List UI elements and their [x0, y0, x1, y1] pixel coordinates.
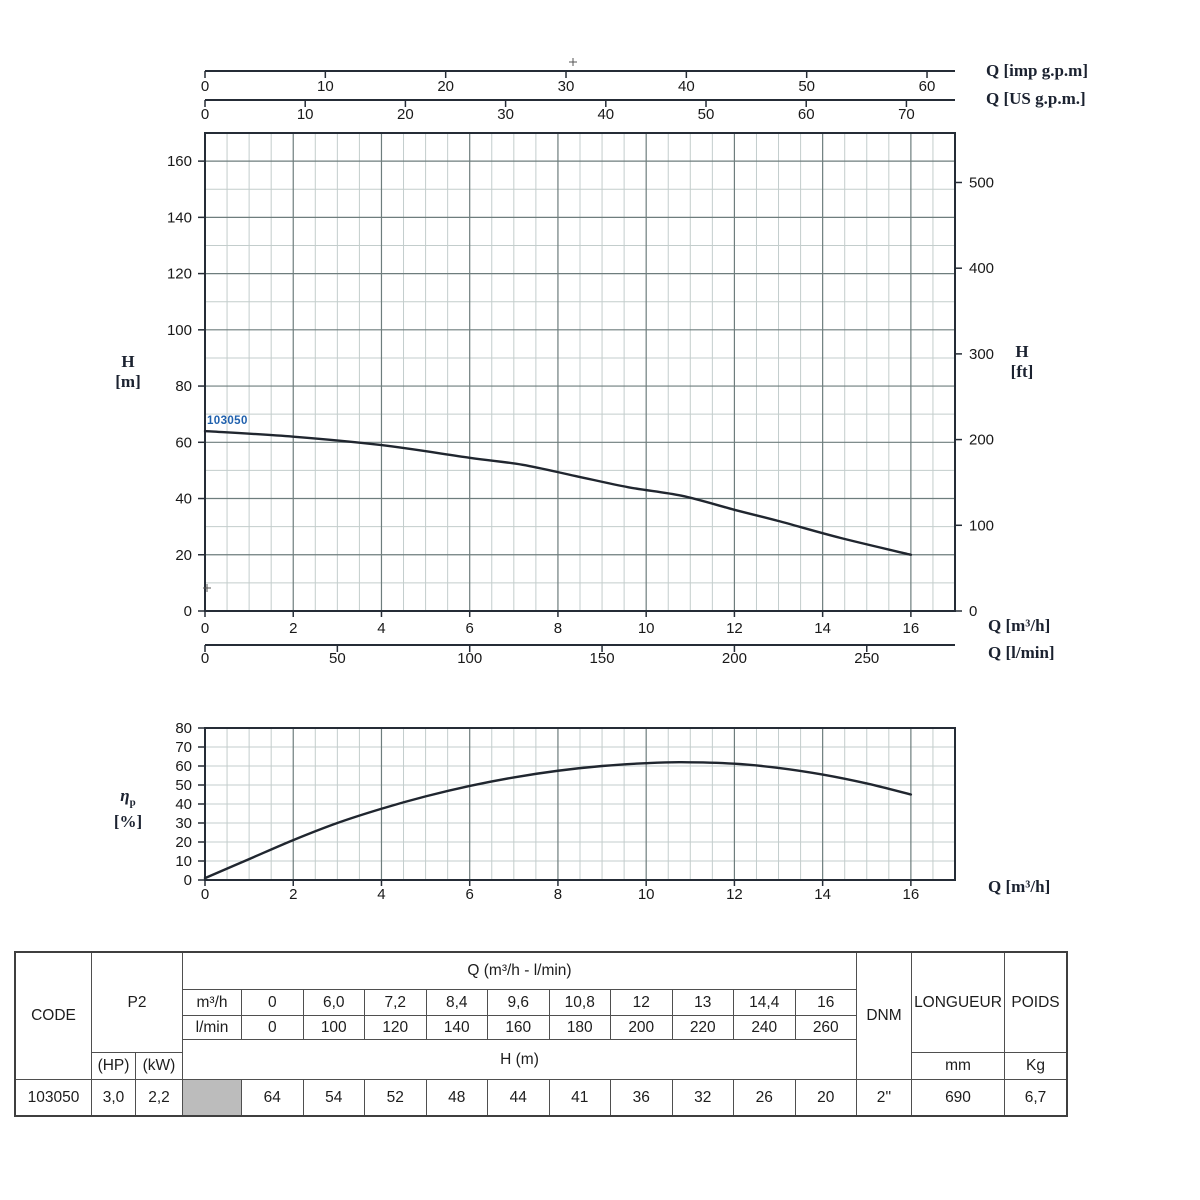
svg-text:50: 50	[329, 650, 346, 667]
table-header-hp: (HP)	[92, 1053, 136, 1080]
svg-text:60: 60	[797, 106, 815, 123]
table-value-cell: 240	[733, 1016, 795, 1039]
table-header-kg: Kg	[1005, 1053, 1066, 1080]
table-cell-code: 103050	[16, 1080, 92, 1115]
table-header-poids: POIDS	[1005, 953, 1066, 1053]
table-value-cell: 44	[487, 1080, 549, 1115]
svg-text:50: 50	[697, 106, 715, 123]
table-header-p2: P2	[92, 953, 183, 1053]
svg-text:10: 10	[175, 853, 192, 870]
table-value-cell: 10,8	[549, 990, 611, 1015]
svg-text:0: 0	[200, 886, 210, 903]
svg-text:60: 60	[918, 78, 936, 95]
table-value-cell: 260	[795, 1016, 857, 1039]
axis-label-flow-lmin: Q [l/min]	[988, 643, 1055, 662]
svg-text:12: 12	[726, 886, 743, 903]
svg-text:100: 100	[457, 650, 483, 667]
svg-text:2: 2	[289, 620, 298, 637]
svg-text:16: 16	[902, 620, 920, 637]
svg-text:20: 20	[397, 106, 414, 123]
svg-text:30: 30	[175, 815, 192, 832]
svg-text:200: 200	[721, 650, 747, 667]
table-value-cell: 100	[303, 1016, 365, 1039]
table-value-cell: 9,6	[487, 990, 549, 1015]
axis-label-head-m-unit: [m]	[115, 372, 141, 391]
svg-text:100: 100	[166, 321, 192, 339]
svg-text:2: 2	[289, 886, 298, 903]
table-header-dnm: DNM	[857, 953, 912, 1080]
table-header-head-m: H (m)	[183, 1040, 857, 1080]
svg-text:10: 10	[296, 106, 314, 123]
table-header-longueur: LONGUEUR	[912, 953, 1005, 1053]
svg-text:14: 14	[814, 886, 831, 903]
table-value-cell: 36	[610, 1080, 672, 1115]
table-value-cell: 20	[795, 1080, 857, 1115]
svg-text:6: 6	[465, 620, 474, 637]
svg-text:4: 4	[377, 620, 386, 637]
svg-text:80: 80	[175, 378, 192, 396]
svg-text:140: 140	[166, 209, 192, 227]
table-value-cell: 64	[263, 1088, 281, 1106]
svg-text:0: 0	[200, 650, 210, 667]
svg-text:0: 0	[200, 106, 210, 123]
table-value-cell: 120	[364, 1016, 426, 1039]
axis-label-head-ft-symbol: H	[1015, 342, 1029, 361]
svg-text:60: 60	[175, 758, 192, 775]
table-value-cell: 6,0	[303, 990, 365, 1015]
table-value-cell: 16	[795, 990, 857, 1015]
svg-text:150: 150	[589, 650, 615, 667]
table-cell-poids: 6,7	[1005, 1080, 1066, 1115]
svg-text:8: 8	[553, 620, 563, 637]
svg-text:200: 200	[969, 431, 995, 449]
curve-code-label: 103050	[207, 415, 248, 427]
svg-text:500: 500	[969, 174, 995, 192]
performance-table	[14, 951, 1068, 1117]
svg-text:50: 50	[175, 777, 192, 794]
svg-text:8: 8	[553, 886, 563, 903]
table-cell-longueur: 690	[912, 1080, 1005, 1115]
table-value-cell: 160	[487, 1016, 549, 1039]
svg-text:0: 0	[969, 603, 978, 620]
svg-text:300: 300	[969, 345, 995, 363]
svg-text:70: 70	[898, 106, 915, 123]
table-cell-dnm: 2''	[857, 1080, 912, 1115]
table-value-cell: 26	[733, 1080, 795, 1115]
svg-text:20: 20	[437, 78, 455, 95]
table-value-cell: 0	[267, 1018, 277, 1036]
svg-text:400: 400	[969, 260, 995, 278]
table-value-cell: 14,4	[733, 990, 795, 1015]
svg-text:40: 40	[597, 106, 615, 123]
svg-text:100: 100	[969, 517, 995, 535]
table-value-cell: 7,2	[364, 990, 426, 1015]
table-value-cell: 32	[672, 1080, 734, 1115]
svg-text:40: 40	[175, 796, 192, 813]
table-cell-kw: 2,2	[136, 1080, 183, 1115]
table-value-cell: 52	[364, 1080, 426, 1115]
table-row-flow-lmin	[242, 1016, 857, 1040]
table-value-cell: 41	[549, 1080, 611, 1115]
svg-text:60: 60	[175, 434, 192, 452]
svg-text:40: 40	[175, 490, 192, 508]
table-header-code: CODE	[16, 953, 92, 1080]
table-cell-hp: 3,0	[92, 1080, 136, 1115]
axis-label-us-gpm: Q [US g.p.m.]	[986, 89, 1086, 108]
axis-label-efficiency-unit: [%]	[113, 812, 143, 832]
svg-text:120: 120	[166, 265, 192, 283]
table-header-kw: (kW)	[136, 1053, 183, 1080]
svg-text:0: 0	[183, 603, 192, 620]
axis-label-flow-m3h-efficiency: Q [m³/h]	[988, 877, 1051, 896]
table-value-cell: 180	[549, 1016, 611, 1039]
axis-label-efficiency-symbol: $\eta_p$	[120, 786, 136, 809]
table-value-cell: 220	[672, 1016, 734, 1039]
svg-text:10: 10	[316, 78, 334, 95]
svg-text:0: 0	[200, 78, 210, 95]
svg-text:10: 10	[637, 620, 655, 637]
table-header-flow: Q (m³/h - l/min)	[183, 953, 857, 990]
svg-text:250: 250	[854, 650, 880, 667]
axis-label-efficiency	[103, 786, 153, 832]
svg-text:160: 160	[166, 153, 192, 171]
table-value-cell: 0	[267, 993, 277, 1011]
axis-label-head-m	[103, 352, 153, 392]
svg-text:12: 12	[726, 620, 743, 637]
table-value-cell: 8,4	[426, 990, 488, 1015]
table-value-cell: 200	[610, 1016, 672, 1039]
svg-text:16: 16	[902, 886, 920, 903]
table-cell-shaded	[183, 1080, 242, 1115]
svg-text:30: 30	[557, 78, 575, 95]
table-value-cell: 48	[426, 1080, 488, 1115]
svg-text:20: 20	[175, 546, 192, 564]
table-row-head-values	[242, 1080, 857, 1115]
table-row-label-lmin: l/min	[183, 1016, 242, 1040]
svg-text:14: 14	[814, 620, 831, 637]
axis-label-flow-m3h: Q [m³/h]	[988, 616, 1051, 635]
axis-label-head-m-symbol: H	[121, 352, 135, 371]
table-header-mm: mm	[912, 1053, 1005, 1080]
table-value-cell: 54	[303, 1080, 365, 1115]
svg-text:4: 4	[377, 886, 386, 903]
svg-text:50: 50	[798, 78, 816, 95]
axis-label-imp-gpm: Q [imp g.p.m]	[986, 61, 1088, 80]
table-value-cell: 13	[672, 990, 734, 1015]
svg-text:0: 0	[183, 872, 192, 889]
axis-label-head-ft	[998, 342, 1046, 382]
svg-text:6: 6	[465, 886, 474, 903]
table-value-cell: 140	[426, 1016, 488, 1039]
table-value-cell: 12	[610, 990, 672, 1015]
table-row-label-m3h: m³/h	[183, 990, 242, 1016]
axis-label-head-ft-unit: [ft]	[1010, 362, 1034, 381]
svg-text:30: 30	[497, 106, 514, 123]
svg-text:0: 0	[200, 620, 210, 637]
svg-text:70: 70	[175, 739, 192, 756]
svg-text:10: 10	[637, 886, 655, 903]
svg-text:80: 80	[175, 720, 192, 737]
table-row-flow-m3h	[242, 990, 857, 1016]
svg-text:20: 20	[175, 834, 192, 851]
svg-text:40: 40	[678, 78, 695, 95]
